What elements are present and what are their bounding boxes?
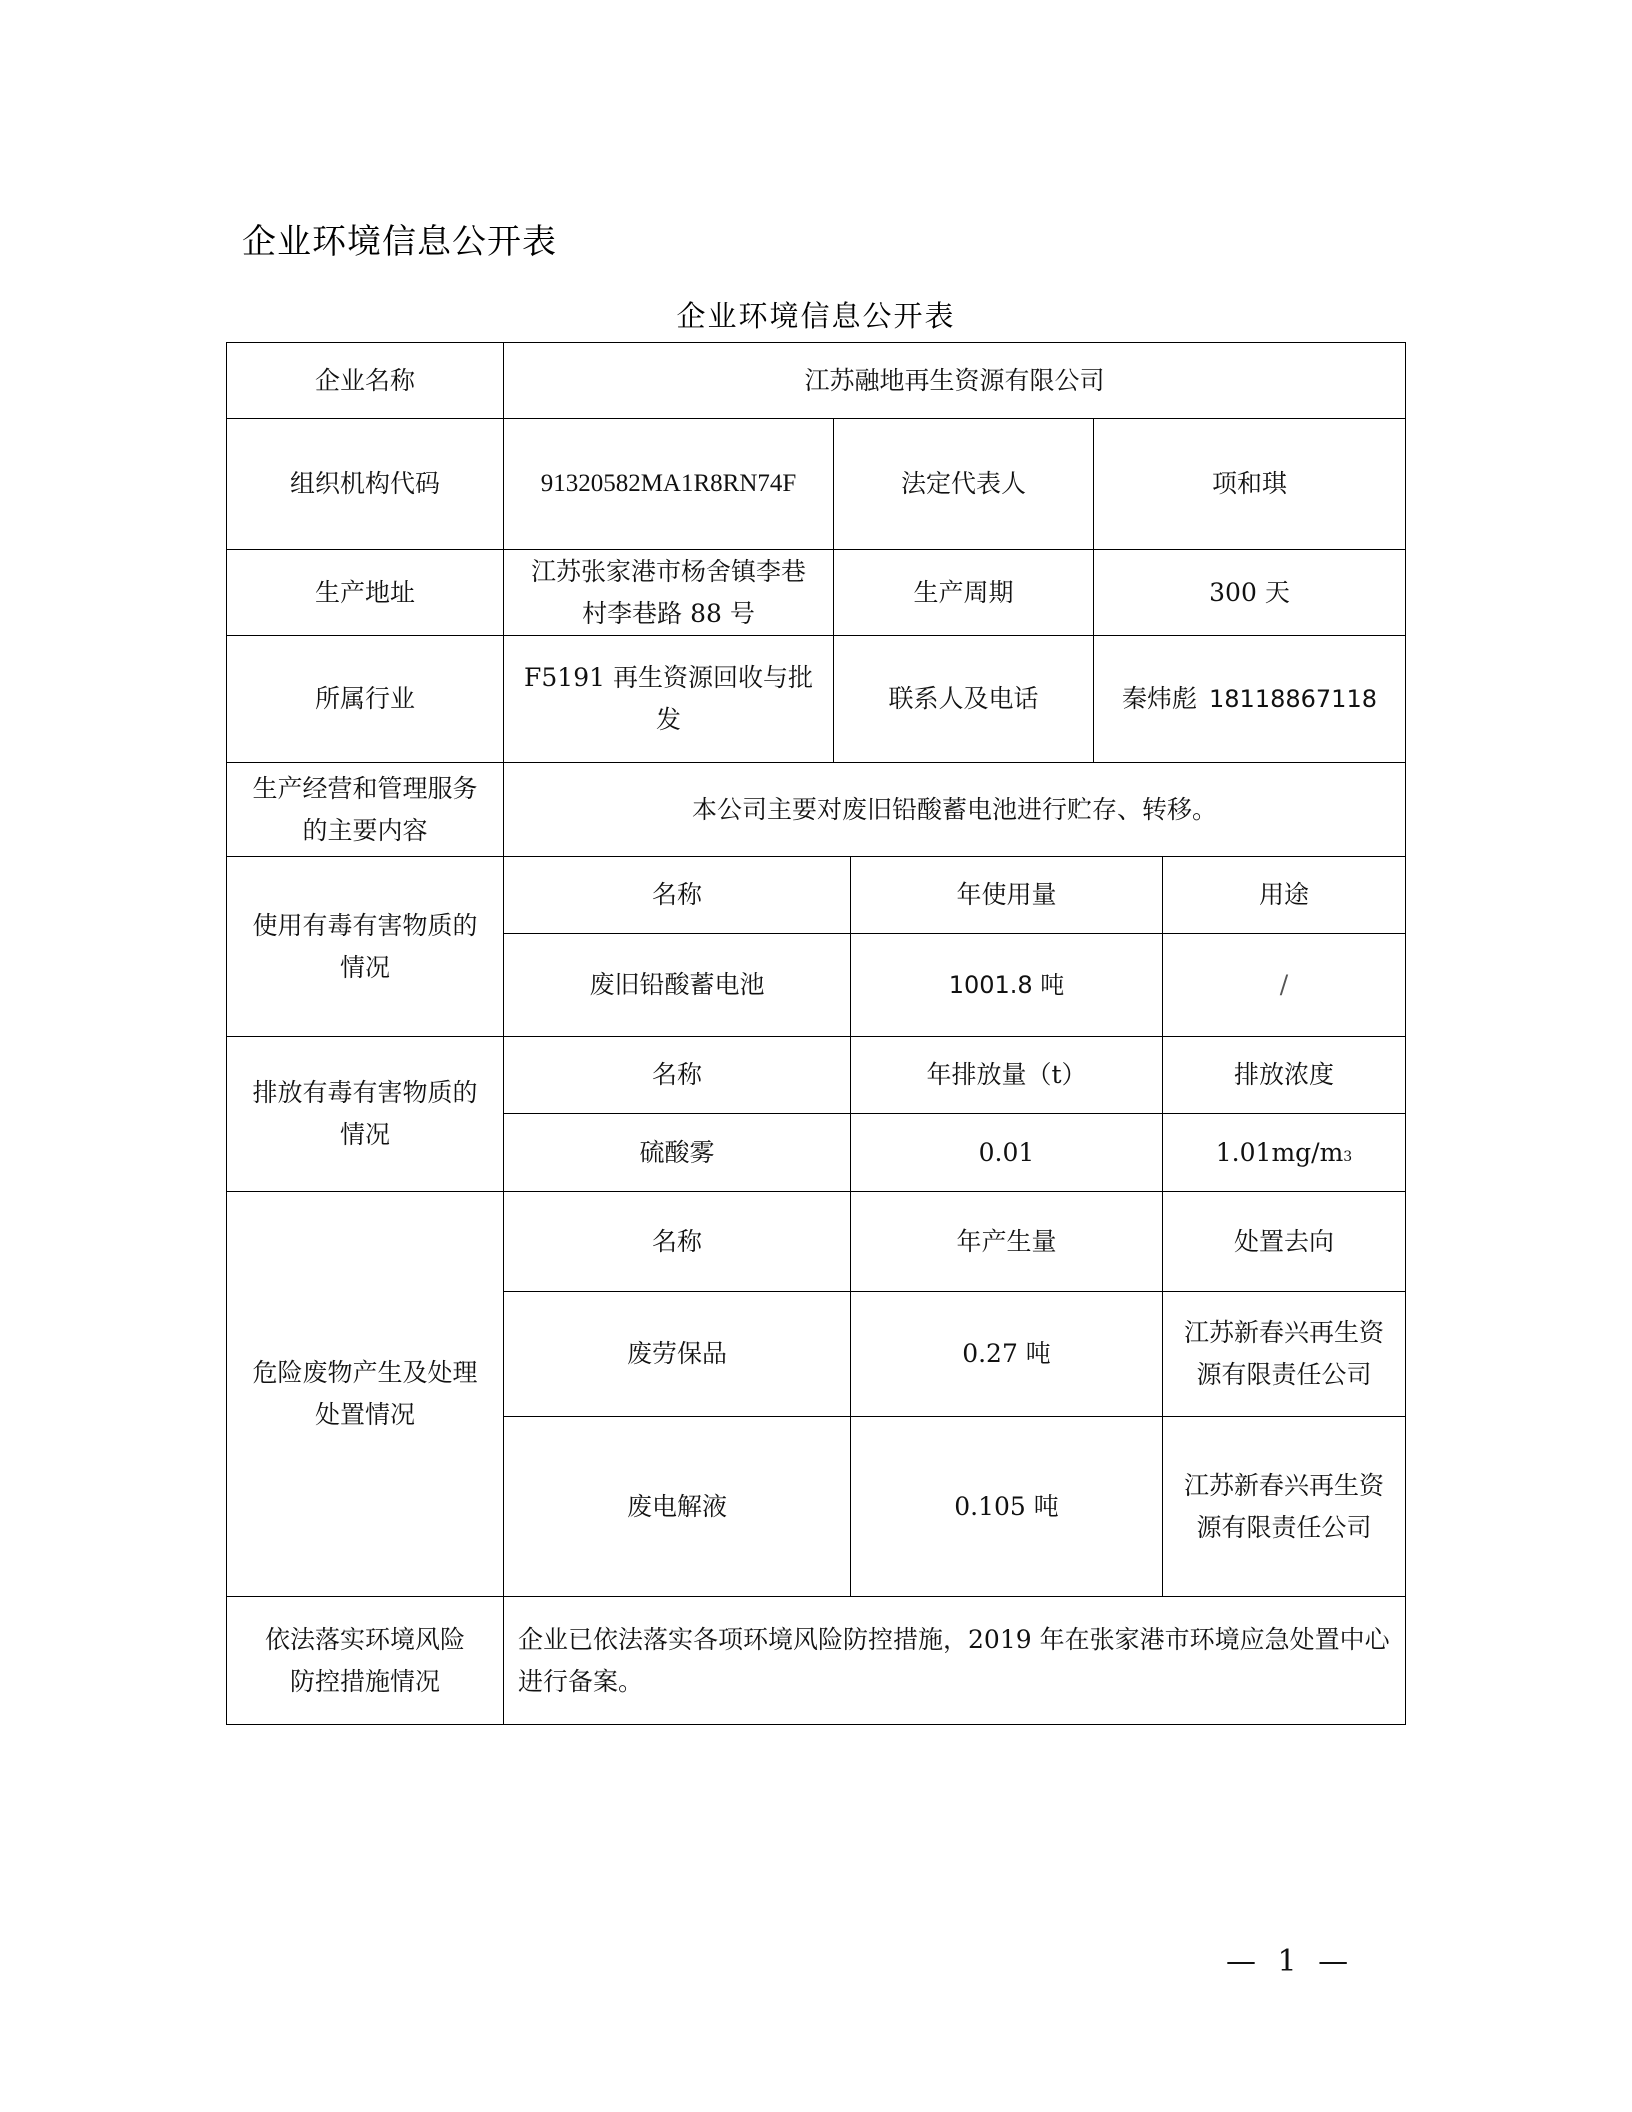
label-text: 生产经营和管理服务的主要内容 <box>252 773 478 845</box>
risk-control-label <box>226 1596 504 1725</box>
value-text: 91320582MA1R8RN74F <box>540 470 797 497</box>
value-text: 本公司主要对废旧铅酸蓄电池进行贮存、转移。 <box>691 794 1217 824</box>
business-value <box>503 762 1406 857</box>
value-text: 300 天 <box>1209 577 1290 607</box>
value-text: F5191 再生资源回收与批发 <box>524 663 813 734</box>
company-name-label <box>226 342 504 419</box>
cell-text: 废旧铅酸蓄电池 <box>589 970 765 999</box>
hazardous-waste-label <box>226 1191 504 1597</box>
cell-text: 1.01mg/m <box>1215 1137 1344 1167</box>
hazardous-waste-row-amount <box>850 1291 1163 1417</box>
contact-phone: 18118867118 <box>1209 685 1377 713</box>
hazardous-waste-header-disposal <box>1162 1191 1406 1292</box>
header-text: 排放浓度 <box>1233 1060 1334 1089</box>
value-text: 项和琪 <box>1211 469 1287 498</box>
toxic-emission-header-name <box>503 1036 851 1114</box>
label-text: 法定代表人 <box>900 469 1026 498</box>
org-code-value <box>503 418 834 550</box>
contact-label <box>833 635 1094 763</box>
toxic-emission-row-concentration <box>1162 1113 1406 1192</box>
cell-text: 江苏新春兴再生资源有限责任公司 <box>1183 1318 1384 1389</box>
value-text: 企业已依法落实各项环境风险防控措施，2019 年在张家港市环境应急处置中心进行备案。 <box>518 1624 1390 1696</box>
header-text: 处置去向 <box>1233 1226 1334 1256</box>
header-text: 用途 <box>1258 880 1309 909</box>
cell-text: 0.27 吨 <box>962 1339 1051 1368</box>
address-value <box>503 549 834 636</box>
toxic-emission-row-amount <box>850 1113 1163 1192</box>
toxic-emission-label <box>226 1036 504 1192</box>
label-text: 生产周期 <box>913 577 1014 607</box>
hazardous-waste-row-disposal <box>1162 1291 1406 1417</box>
header-text: 年产生量 <box>956 1226 1057 1256</box>
contact-name: 秦炜彪 <box>1122 684 1198 713</box>
label-text: 生产地址 <box>314 577 415 607</box>
cell-text: 废电解液 <box>626 1491 727 1521</box>
label-text: 所属行业 <box>314 684 415 713</box>
label-text: 排放有毒有害物质的情况 <box>252 1078 478 1149</box>
contact-value <box>1093 635 1406 763</box>
hazardous-waste-row-name <box>503 1416 851 1597</box>
toxic-emission-header-amount <box>850 1036 1163 1114</box>
toxic-use-label <box>226 856 504 1037</box>
cycle-label <box>833 549 1094 636</box>
toxic-emission-header-concentration <box>1162 1036 1406 1114</box>
label-text: 联系人及电话 <box>888 684 1039 713</box>
industry-value <box>503 635 834 763</box>
superscript: 3 <box>1343 1148 1353 1165</box>
label-text: 使用有毒有害物质的情况 <box>252 910 478 982</box>
hazardous-waste-row-amount <box>850 1416 1163 1597</box>
company-name-value <box>503 342 1406 419</box>
label-text: 依法落实环境风险防控措施情况 <box>264 1624 465 1696</box>
org-code-label <box>226 418 504 550</box>
cell-text: 硫酸雾 <box>639 1137 715 1167</box>
header-text: 年使用量 <box>956 880 1057 909</box>
value-text: 江苏融地再生资源有限公司 <box>804 365 1105 395</box>
hazardous-waste-header-name <box>503 1191 851 1292</box>
value-text: 江苏张家港市杨舍镇李巷村李巷路 88 号 <box>530 556 806 628</box>
toxic-use-row-name <box>503 933 851 1037</box>
label-text: 企业名称 <box>314 365 415 395</box>
legal-rep-value <box>1093 418 1406 550</box>
cell-text: 0.01 <box>978 1137 1035 1167</box>
cell-text: 1001.8 吨 <box>948 971 1065 999</box>
toxic-use-row-purpose <box>1162 933 1406 1037</box>
header-text: 名称 <box>651 1226 702 1256</box>
hazardous-waste-header-amount <box>850 1191 1163 1292</box>
label-text: 危险废物产生及处理处置情况 <box>252 1358 478 1429</box>
legal-rep-label <box>833 418 1094 550</box>
hazardous-waste-row-disposal <box>1162 1416 1406 1597</box>
table-title: 企业环境信息公开表 <box>676 299 956 333</box>
cycle-value <box>1093 549 1406 636</box>
risk-control-value <box>503 1596 1406 1725</box>
business-label <box>226 762 504 857</box>
cell-text: 江苏新春兴再生资源有限责任公司 <box>1183 1470 1384 1542</box>
toxic-use-header-name <box>503 856 851 934</box>
toxic-use-header-amount <box>850 856 1163 934</box>
header-text: 名称 <box>651 1060 702 1089</box>
header-text: 年排放量（t） <box>926 1060 1087 1089</box>
industry-label <box>226 635 504 763</box>
label-text: 组织机构代码 <box>289 469 440 498</box>
toxic-use-row-amount <box>850 933 1163 1037</box>
cell-text: / <box>1279 970 1289 999</box>
toxic-use-header-purpose <box>1162 856 1406 934</box>
header-text: 名称 <box>651 880 702 909</box>
toxic-emission-row-name <box>503 1113 851 1192</box>
page-number: — 1 — <box>1226 1944 1355 1979</box>
hazardous-waste-row-name <box>503 1291 851 1417</box>
address-label <box>226 549 504 636</box>
cell-text: 0.105 吨 <box>954 1491 1059 1521</box>
cell-text: 废劳保品 <box>626 1339 727 1368</box>
page-heading: 企业环境信息公开表 <box>242 222 557 262</box>
